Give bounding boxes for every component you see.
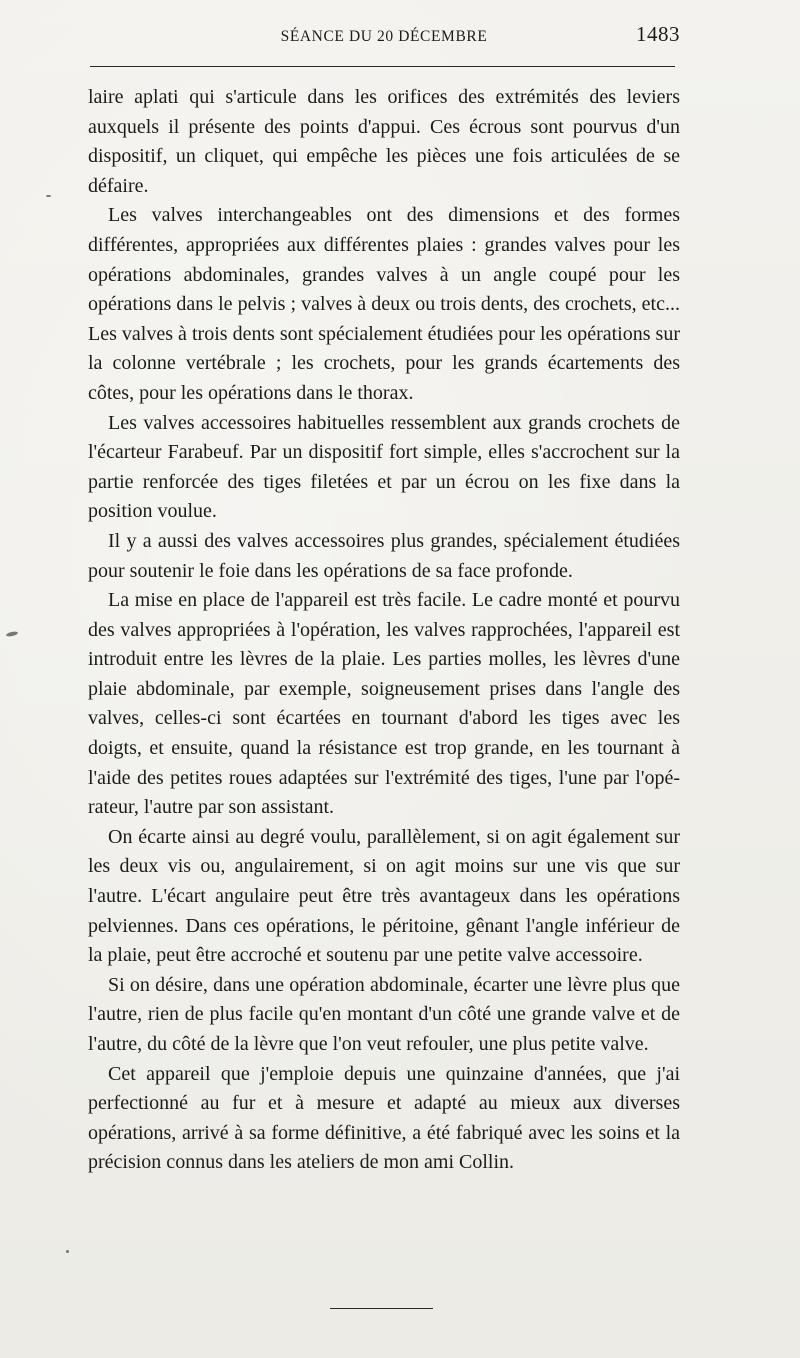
end-rule — [330, 1308, 433, 1309]
paragraph-6: On écarte ainsi au degré voulu, parallèlement, si on agit également sur les deux vis ou, angulairement, si on agit moins sur une vis que sur l'autre. L'écart angulaire peut être très avantageux dans les opérations pelviennes. Dans ces opérations, le péritoine, gênant l'angle inférieur de la plaie, peut être accroché et soutenu par une petite valve accessoire. — [88, 825, 680, 967]
running-head: SÉANCE DU 20 DÉCEMBRE — [280, 28, 488, 45]
margin-speck — [46, 195, 51, 197]
margin-speck — [66, 1250, 69, 1253]
paragraph-2: Les valves interchangeables ont des dimensions et des formes différentes, appropriées aux différentes plaies : grandes valves pour les opérations abdominales, grandes valves à un angle coupé pour les opérations dans le pelvis ; valves à deux ou trois dents, des crochets, etc... Les valves à trois dents sont spécialement étudiées pour les opérations sur la colonne vertébrale ; les crochets, pour les grands écartements des côtes, pour les opérations dans le thorax. — [88, 204, 680, 404]
paragraph-8: Cet appareil que j'emploie depuis une quinzaine d'années, que j'ai perfectionné au fur et à mesure et adapté au mieux aux diverses opérations, arrivé à sa forme définitive, a été fabriqué avec les soins et la précision connus dans les ateliers de mon ami Collin. — [88, 1062, 680, 1174]
paragraph-1: laire aplati qui s'articule dans les orifices des extrémités des leviers auxquels il présente des points d'appui. Ces écrous sont pourvus d'un dispositif, un cliquet, qui empêche les pièces une fois articulées de se défaire. — [88, 86, 680, 197]
body-text — [88, 83, 680, 1178]
paragraph-3: Les valves accessoires habituelles ressemblent aux grands crochets de l'écarteur Farabeuf. Par un dispositif fort simple, elles s'accrochent sur la partie renforcée des tiges filetées et par un écrou on les fixe dans la position voulue. — [88, 411, 680, 523]
header-rule — [90, 66, 675, 67]
paragraph-5: La mise en place de l'appareil est très facile. Le cadre monté et pourvu des valves appropriées à l'opération, les valves rapprochées, l'appareil est introduit entre les lèvres de la plaie. Les parties molles, les lèvres d'une plaie abdominale, par exemple, soigneusement prises dans l'angle des valves, celles-ci sont écartées en tournant d'abord les tiges avec les doigts, et ensuite, quand la résistance est trop grande, en les tournant à l'aide des petites roues adaptées sur l'extrémité des tiges, l'une par l'opérateur, l'autre par son assistant. — [88, 589, 680, 819]
page-header — [88, 22, 680, 52]
paragraph-4: Il y a aussi des valves accessoires plus grandes, spécialement étudiées pour soutenir le foie dans les opérations de sa face profonde. — [88, 529, 680, 582]
paragraph-7: Si on désire, dans une opération abdominale, écarter une lèvre plus que l'autre, rien de plus facile qu'en montant d'un côté une grande valve et de l'autre, du côté de la lèvre que l'on veut refouler, une plus petite valve. — [88, 973, 680, 1055]
page-number: 1483 — [636, 22, 680, 46]
margin-speck — [6, 631, 19, 637]
